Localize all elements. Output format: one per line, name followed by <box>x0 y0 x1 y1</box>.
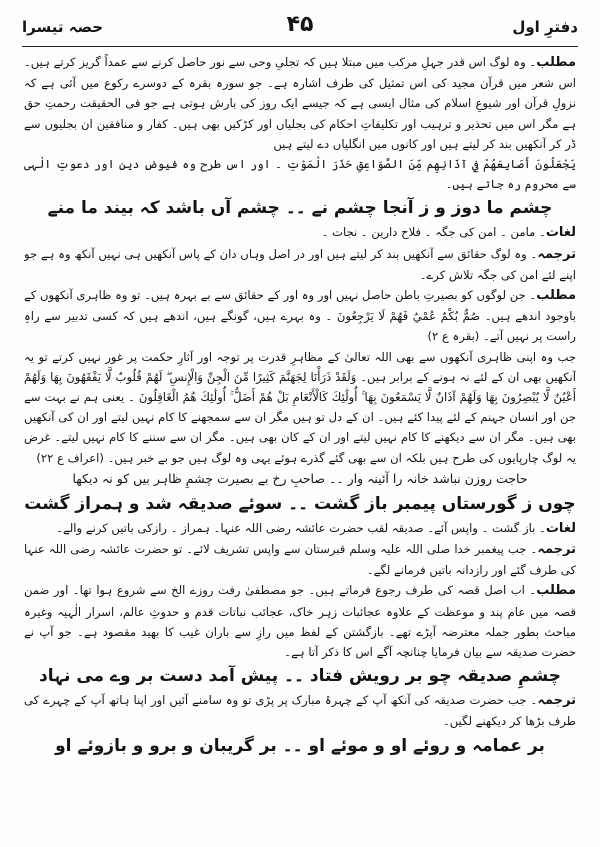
text-paragraph <box>24 518 576 539</box>
header-rule <box>22 46 578 47</box>
paragraph-label: ترجمہ <box>537 246 576 262</box>
text-paragraph <box>24 690 576 731</box>
book-title: دفترِ اول <box>512 18 578 36</box>
text-paragraph <box>24 539 576 580</box>
verse-line: چشمِ صدیقہ چو بر رویش فتاد ۔۔ پیش آمد دست بر وے می نہاد <box>38 666 561 687</box>
paragraph-text: ۔ جب حضرت صدیقہ کی آنکھ آپ کے چہرۂ مبارک پر پڑی تو وہ سامنے آئیں اور اپنا ہاتھ آپ کے چہرے کی طرف بڑھا کر دیکھنے لگیں۔ <box>24 693 576 729</box>
verse-line: حاجت روزن نباشد خانہ را آئینہ وار ۔۔ صاحبِ رخ بے بصیرت چشمِ ظاہر بیں کو نہ دیکھا <box>72 470 528 486</box>
paragraph-label: لغات <box>545 225 576 241</box>
text-paragraph <box>24 154 576 194</box>
verse-line: چشم ما دوز و ز آنجا چشم نے ۔۔ چشم آں باشد کہ بیند ما منے <box>47 198 553 219</box>
page-body <box>24 52 576 839</box>
paragraph-text: ۔ وہ لوگ اس قدر جہلِ مرکب میں مبتلا ہیں کہ تجلیِ وحی سے نور حاصل کرنے سے عمداً گریز کرتے ہیں۔ اس شعر میں قرآن مجید کی اس تمثیل کی طرف اشارہ ہے۔ جو سورہ بقرہ کے دوسرے رکوع میں آئی ہے کہ نزولِ قرآن اور شیوعِ اسلام کی مثال ایسی ہے کہ جیسے ایک روز کی بارش ہوتی ہے جو فی الحقیقت رحمتِ حق ہے مگر اس میں تحذیر و ترہیب اور تکلیفاتِ احکام کی بجلیاں اور کڑکیں بھی ہیں۔ کفار و منافقین ان بجلیوں سے ڈر کر آنکھیں بند کر لیتے ہیں اور کانوں میں انگلیاں دے لیتے ہیں <box>24 55 576 151</box>
verse-line: بر عمامہ و روئے او و موئے او ۔۔ بر گریبان و برو و بازوئے او <box>55 735 545 756</box>
section-title: حصہ تیسرا <box>22 18 104 36</box>
paragraph-text: يَجْعَلُونَ أَصَابِعَهُمْ فِي آذَانِهِم مِّنَ الصَّوَاعِقِ حَذَرَ الْمَوْتِ ۔ اور اس طرح وہ فیوضِ دین اور دعوتِ الٰہی سے محروم رہ جاتے ہیں۔ <box>24 157 576 192</box>
paragraph-label: مطلب <box>536 55 576 70</box>
text-paragraph <box>24 347 576 468</box>
paragraph-label: ترجمہ <box>537 542 576 558</box>
text-paragraph <box>24 52 576 154</box>
paragraph-text: ۔ جب پیغمبر خدا صلی اللہ علیہ وسلم قبرستان سے واپس تشریف لائے۔ تو حضرت عائشہ رضی اللہ عنہا کی طرف گئے اور رازدانہ باتیں فرمانے لگے۔ <box>24 542 576 578</box>
paragraph-text: ۔ وہ لوگ حقائق سے آنکھیں بند کر لیتے ہیں اور در اصل وہاں دان کے پاس آنکھیں ہی نہیں آنکھ وہ ہے جو اپنے لئے امن کی جگہ تلاش کرے۔ <box>24 246 576 282</box>
paragraph-label: لغات <box>545 520 576 536</box>
page-number: ۴۵ <box>286 12 314 37</box>
text-paragraph <box>24 285 576 347</box>
paragraph-text: ۔ مامن ۔ امن کی جگہ ۔ فلاح دارین ۔ نجات ۔ <box>321 225 546 240</box>
paragraph-label: مطلب <box>536 583 576 599</box>
text-paragraph <box>24 244 576 285</box>
page-header <box>22 14 578 48</box>
paragraph-text: ۔ اب اصل قصہ کی طرف رجوع فرماتے ہیں۔ جو مصطفیٰ رفت روزے الخ سے شروع ہوا تھا۔ اور ضمن قصہ میں عام پند و موعظت کے علاوہ عجائبات زہر خاک، عجائب نباتات قدم و حدوثِ عالم، اسرار الٰہیہ وغیرہ مباحث بطور جملہ معترضہ آپڑے تھے۔ بازگشتن کے لفظ میں رازِ سے باران غیب کا بھید مقصود ہے۔ جو آپ نے حضرت صدیقہ سے بیان فرمایا چنانچہ آگے اس کا ذکر آتا ہے۔ <box>24 583 576 660</box>
paragraph-text: ۔ جن لوگوں کو بصیرتِ باطن حاصل نہیں اور وہ اور کے حقائق سے بے بہرہ ہیں۔ تو وہ ظاہری آنکھوں کے باوجود اندھے ہیں۔ صُمٌّ بُكْمٌ عُمْيٌ فَهُمْ لَا يَرْجِعُونَ ۔ وہ بہرے ہیں، گونگے ہیں، اندھے ہیں کہ کسی تدبیر سے راہِ راست پر نہیں آتے۔ (بقرہ ع ۲) <box>24 288 576 344</box>
paragraph-text: جب وہ اپنی ظاہری آنکھوں سے بھی اللہ تعالیٰ کے مظاہرِ قدرت پر توجہ اور آثارِ حکمت پر غور نہیں کرتے تو یہ آنکھیں بھی ان کے لئے نہ ہونے کے برابر ہیں۔ وَلَقَدْ ذَرَأْنَا لِجَهَنَّمَ كَثِيرًا مِّنَ الْجِنِّ وَالْإِنسِ ۖ لَهُمْ قُلُوبٌ لَّا يَفْقَهُونَ بِهَا وَلَهُمْ أَعْيُنٌ لَّا يُبْصِرُونَ بِهَا وَلَهُمْ آذَانٌ لَّا يَسْمَعُونَ بِهَا ۚ أُولَٰئِكَ كَالْأَنْعَامِ بَلْ هُمْ أَضَلُّ ۚ أُولَٰئِكَ هُمُ الْغَافِلُونَ ۔ یعنی ہم نے بہت سے جن اور انسان جہنم کے لئے پیدا کئے ہیں۔ ان کے دل تو ہیں مگر ان سے سمجھنے کا کام نہیں لیتے اور ان کی آنکھیں بھی ہیں۔ مگر ان سے دیکھنے کا کام نہیں لیتے اور ان کے کان بھی ہیں۔ مگر ان سے سننے کا کام نہیں لیتے۔ غرض یہ لوگ چارپایوں کی طرح ہیں بلکہ ان سے بھی گئے گذرے ہوئے یہی وہ لوگ ہیں جو بے خبر ہیں۔ (اعراف ع ۲۲) <box>24 349 576 465</box>
paragraph-label: ترجمہ <box>537 693 576 709</box>
verse-line: چوں ز گورستاں پیمبر باز گشت ۔۔ سوئے صدیقہ شد و ہمراز گشت <box>24 493 576 514</box>
text-paragraph <box>24 222 576 243</box>
paragraph-text: ۔ باز گشت ۔ واپس آئے۔ صدیقہ لقب حضرت عائشہ رضی اللہ عنہا۔ ہمراز ۔ رازکی باتیں کرنے والے۔ <box>56 520 546 535</box>
paragraph-label: مطلب <box>536 288 576 304</box>
text-paragraph <box>24 580 576 662</box>
